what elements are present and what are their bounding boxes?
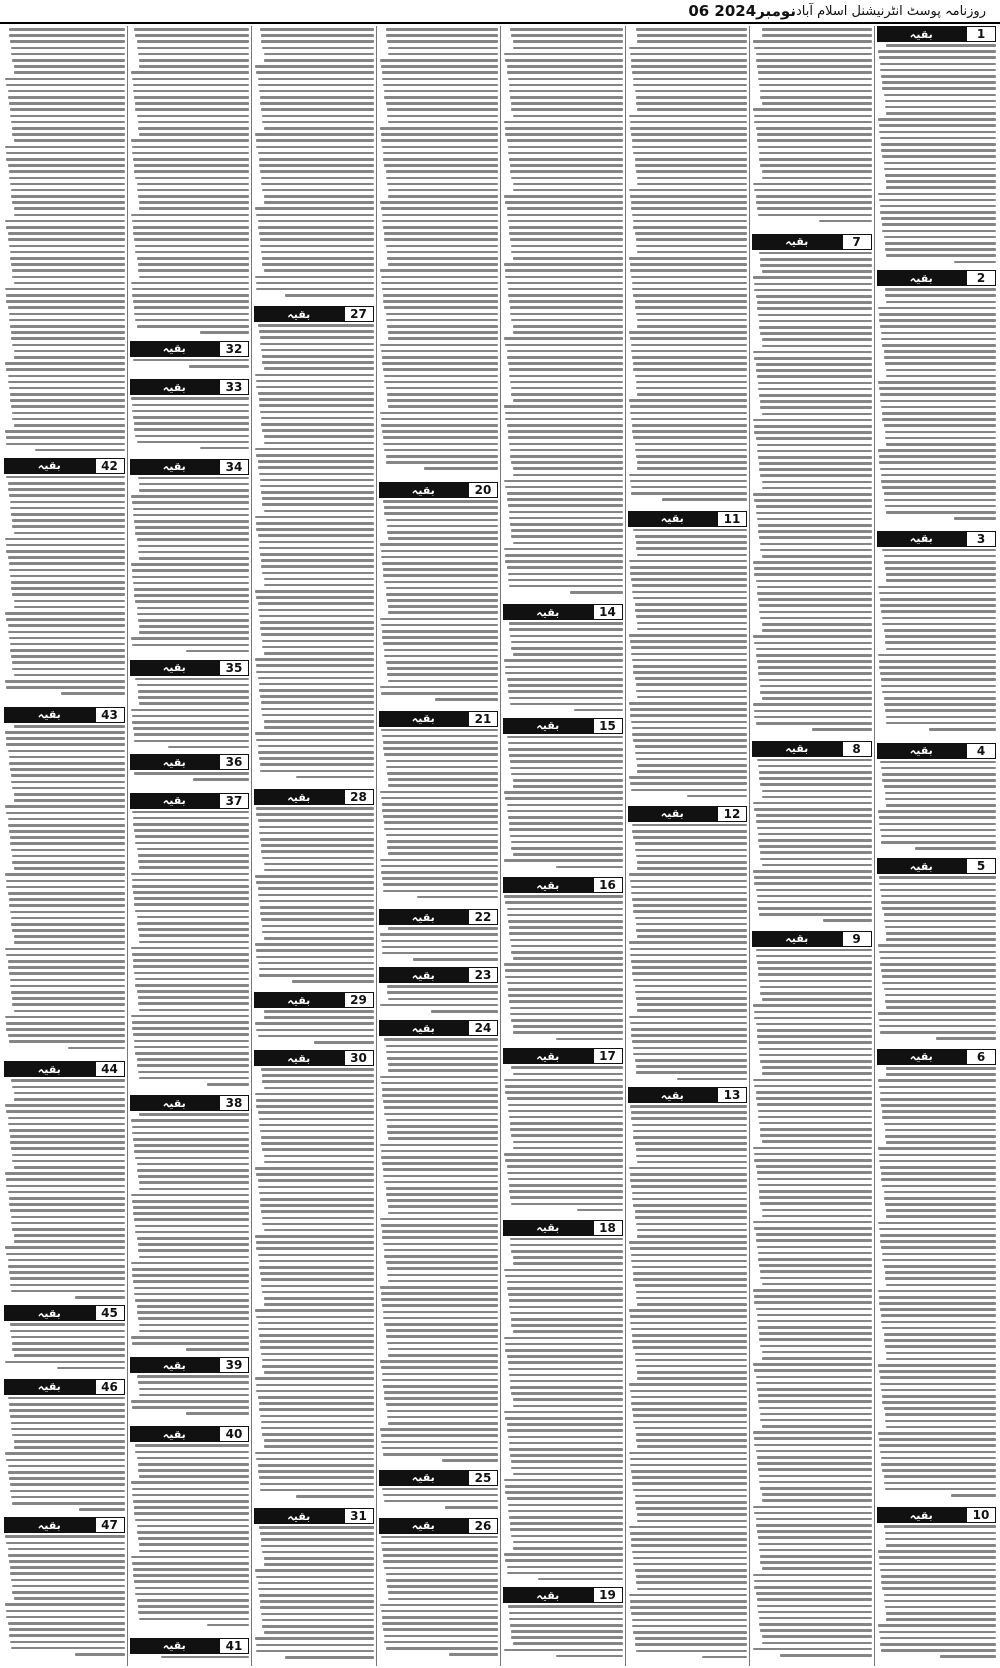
- continuation-heading: [503, 877, 623, 893]
- urdu-text-lines: [379, 1488, 499, 1516]
- urdu-text-lines: [130, 1656, 250, 1664]
- urdu-text-lines: [503, 1066, 623, 1217]
- urdu-text-lines: [752, 949, 872, 1664]
- continuation-label: بقیہ: [130, 660, 220, 676]
- continuation-number: 45: [95, 1305, 125, 1321]
- continuation-heading: [503, 1220, 623, 1236]
- urdu-text-lines: [130, 811, 250, 1094]
- continuation-label: بقیہ: [877, 26, 967, 42]
- continuation-label: بقیہ: [254, 992, 344, 1008]
- continuation-heading: [752, 234, 872, 250]
- continuation-label: بقیہ: [254, 1050, 344, 1066]
- continuation-number: 41: [219, 1638, 249, 1654]
- continuation-label: بقیہ: [752, 234, 842, 250]
- news-column: [500, 26, 625, 1666]
- continuation-label: بقیہ: [4, 1305, 95, 1321]
- continuation-label: بقیہ: [379, 1518, 469, 1534]
- continuation-number: 24: [468, 1020, 498, 1036]
- urdu-text-lines: [130, 1375, 250, 1424]
- continuation-block: [503, 877, 623, 1046]
- continuation-label: بقیہ: [130, 459, 220, 475]
- continuation-label: بقیہ: [130, 379, 220, 395]
- urdu-text-lines: [4, 1535, 125, 1664]
- continuation-number: 5: [966, 858, 996, 874]
- urdu-text-lines: [503, 895, 623, 1046]
- urdu-text-lines: [503, 736, 623, 876]
- continuation-label: بقیہ: [752, 931, 842, 947]
- continuation-label: بقیہ: [379, 482, 469, 498]
- urdu-text-lines: [628, 1105, 748, 1664]
- lead-text-block: [4, 26, 125, 456]
- urdu-text-lines: [752, 759, 872, 929]
- continuation-number: 7: [842, 234, 872, 250]
- news-column: [2, 26, 127, 1666]
- continuation-label: بقیہ: [4, 1517, 95, 1533]
- continuation-heading: [4, 458, 125, 474]
- continuation-label: بقیہ: [877, 743, 967, 759]
- continuation-heading: [130, 379, 250, 395]
- continuation-label: بقیہ: [130, 1426, 220, 1442]
- continuation-block: [503, 1220, 623, 1586]
- continuation-heading: [4, 1517, 125, 1533]
- continuation-label: بقیہ: [130, 793, 220, 809]
- continuation-number: 3: [966, 531, 996, 547]
- continuation-number: 29: [344, 992, 374, 1008]
- continuation-heading: [877, 531, 997, 547]
- continuation-heading: [4, 1061, 125, 1077]
- urdu-text-lines: [628, 28, 748, 509]
- continuation-number: 40: [219, 1426, 249, 1442]
- urdu-text-lines: [503, 28, 623, 602]
- continuation-block: [379, 1470, 499, 1516]
- urdu-text-lines: [877, 876, 997, 1047]
- continuation-number: 46: [95, 1379, 125, 1395]
- continuation-label: بقیہ: [379, 909, 469, 925]
- continuation-number: 1: [966, 26, 996, 42]
- urdu-text-lines: [4, 725, 125, 1060]
- continuation-block: [877, 531, 997, 741]
- continuation-number: 30: [344, 1050, 374, 1066]
- continuation-label: بقیہ: [130, 1357, 220, 1373]
- continuation-block: [4, 1517, 125, 1664]
- continuation-heading: [877, 1049, 997, 1065]
- continuation-heading: [379, 1518, 499, 1534]
- continuation-heading: [379, 967, 499, 983]
- continuation-heading: [379, 711, 499, 727]
- continuation-number: 21: [468, 711, 498, 727]
- continuation-block: [379, 967, 499, 1018]
- continuation-block: [503, 718, 623, 876]
- continuation-label: بقیہ: [379, 967, 469, 983]
- continuation-heading: [130, 1426, 250, 1442]
- continuation-heading: [503, 1048, 623, 1064]
- urdu-text-lines: [4, 1079, 125, 1303]
- continuation-heading: [254, 789, 374, 805]
- urdu-text-lines: [130, 397, 250, 456]
- continuation-block: [379, 909, 499, 965]
- continuation-block: [379, 1020, 499, 1467]
- continuation-block: [130, 660, 250, 752]
- continuation-block: [752, 234, 872, 739]
- urdu-text-lines: [254, 28, 374, 304]
- continuation-heading: [877, 270, 997, 286]
- continuation-number: 8: [842, 741, 872, 757]
- urdu-text-lines: [379, 500, 499, 709]
- lead-text-block: [130, 26, 250, 339]
- continuation-block: [877, 858, 997, 1047]
- continuation-label: بقیہ: [4, 1379, 95, 1395]
- continuation-heading: [254, 1508, 374, 1524]
- urdu-text-lines: [752, 28, 872, 232]
- urdu-text-lines: [379, 729, 499, 907]
- urdu-text-lines: [752, 252, 872, 739]
- continuation-number: 9: [842, 931, 872, 947]
- urdu-text-lines: [254, 807, 374, 990]
- continuation-label: بقیہ: [628, 806, 718, 822]
- continuation-heading: [503, 718, 623, 734]
- news-column: [127, 26, 252, 1666]
- urdu-text-lines: [877, 1525, 997, 1664]
- continuation-number: 38: [219, 1095, 249, 1111]
- continuation-block: [877, 1049, 997, 1505]
- continuation-block: [130, 793, 250, 1094]
- continuation-block: [254, 789, 374, 990]
- continuation-block: [254, 306, 374, 787]
- continuation-number: 11: [717, 511, 747, 527]
- continuation-label: بقیہ: [130, 754, 220, 770]
- continuation-number: 23: [468, 967, 498, 983]
- continuation-number: 36: [219, 754, 249, 770]
- continuation-number: 35: [219, 660, 249, 676]
- continuation-number: 42: [95, 458, 125, 474]
- continuation-number: 44: [95, 1061, 125, 1077]
- lead-text-block: [503, 26, 623, 602]
- continuation-heading: [130, 1095, 250, 1111]
- continuation-block: [503, 1048, 623, 1217]
- continuation-number: 28: [344, 789, 374, 805]
- urdu-text-lines: [877, 288, 997, 528]
- news-column: [749, 26, 874, 1666]
- continuation-label: بقیہ: [503, 604, 593, 620]
- continuation-heading: [4, 1379, 125, 1395]
- continuation-block: [254, 1508, 374, 1664]
- continuation-heading: [628, 1087, 748, 1103]
- urdu-text-lines: [4, 476, 125, 705]
- masthead-title: روزنامہ پوسٹ انٹرنیشنل اسلام آباد: [795, 3, 986, 19]
- continuation-number: 32: [219, 341, 249, 357]
- continuation-block: [130, 1426, 250, 1635]
- continuation-block: [877, 270, 997, 528]
- lead-text-block: [379, 26, 499, 480]
- continuation-label: بقیہ: [130, 1638, 220, 1654]
- masthead-date: 06 نومبر2024: [688, 2, 796, 20]
- continuation-label: بقیہ: [4, 707, 95, 723]
- urdu-text-lines: [503, 1238, 623, 1586]
- continuation-number: 15: [593, 718, 623, 734]
- urdu-text-lines: [130, 1444, 250, 1635]
- urdu-text-lines: [877, 44, 997, 268]
- continuation-number: 39: [219, 1357, 249, 1373]
- news-column: [251, 26, 376, 1666]
- continuation-label: بقیہ: [628, 1087, 718, 1103]
- continuation-heading: [379, 482, 499, 498]
- urdu-text-lines: [379, 985, 499, 1018]
- news-column: [376, 26, 501, 1666]
- continuation-block: [4, 1061, 125, 1303]
- urdu-text-lines: [379, 927, 499, 965]
- continuation-label: بقیہ: [877, 531, 967, 547]
- continuation-label: بقیہ: [254, 1508, 344, 1524]
- continuation-heading: [254, 992, 374, 1008]
- continuation-label: بقیہ: [877, 270, 967, 286]
- urdu-text-lines: [379, 1536, 499, 1664]
- continuation-label: بقیہ: [379, 1470, 469, 1486]
- continuation-label: بقیہ: [379, 711, 469, 727]
- continuation-number: 26: [468, 1518, 498, 1534]
- continuation-block: [4, 458, 125, 705]
- continuation-number: 4: [966, 743, 996, 759]
- urdu-text-lines: [254, 1010, 374, 1048]
- continuation-heading: [130, 459, 250, 475]
- urdu-text-lines: [877, 549, 997, 741]
- continuation-label: بقیہ: [752, 741, 842, 757]
- continuation-block: [130, 379, 250, 456]
- urdu-text-lines: [254, 324, 374, 787]
- continuation-heading: [130, 1357, 250, 1373]
- continuation-block: [254, 1050, 374, 1506]
- news-column: [625, 26, 750, 1666]
- continuation-label: بقیہ: [4, 458, 95, 474]
- continuation-block: [628, 1087, 748, 1664]
- continuation-heading: [503, 604, 623, 620]
- continuation-number: 47: [95, 1517, 125, 1533]
- urdu-text-lines: [628, 824, 748, 1085]
- continuation-block: [130, 1638, 250, 1664]
- continuation-label: بقیہ: [503, 877, 593, 893]
- continuation-heading: [503, 1587, 623, 1603]
- urdu-text-lines: [130, 28, 250, 339]
- continuation-heading: [628, 511, 748, 527]
- continuation-block: [130, 1357, 250, 1424]
- continuation-heading: [130, 341, 250, 357]
- urdu-text-lines: [130, 1113, 250, 1355]
- column-grid: [2, 26, 998, 1666]
- urdu-text-lines: [130, 678, 250, 752]
- continuation-block: [628, 511, 748, 804]
- continuation-label: بقیہ: [628, 511, 718, 527]
- continuation-number: 10: [966, 1507, 996, 1523]
- continuation-heading: [254, 1050, 374, 1066]
- continuation-label: بقیہ: [877, 858, 967, 874]
- continuation-block: [503, 604, 623, 715]
- continuation-heading: [4, 1305, 125, 1321]
- news-column: [874, 26, 999, 1666]
- lead-text-block: [254, 26, 374, 304]
- continuation-label: بقیہ: [4, 1061, 95, 1077]
- continuation-number: 6: [966, 1049, 996, 1065]
- continuation-heading: [877, 858, 997, 874]
- continuation-number: 18: [593, 1220, 623, 1236]
- urdu-text-lines: [379, 28, 499, 480]
- continuation-label: بقیہ: [503, 718, 593, 734]
- continuation-heading: [130, 1638, 250, 1654]
- continuation-heading: [628, 806, 748, 822]
- continuation-heading: [130, 660, 250, 676]
- continuation-heading: [254, 306, 374, 322]
- continuation-block: [379, 1518, 499, 1664]
- continuation-block: [877, 743, 997, 857]
- urdu-text-lines: [4, 1323, 125, 1376]
- continuation-block: [877, 1507, 997, 1664]
- continuation-number: 19: [593, 1587, 623, 1603]
- continuation-number: 25: [468, 1470, 498, 1486]
- continuation-label: بقیہ: [503, 1220, 593, 1236]
- continuation-block: [130, 341, 250, 378]
- continuation-number: 22: [468, 909, 498, 925]
- continuation-block: [752, 741, 872, 929]
- continuation-number: 13: [717, 1087, 747, 1103]
- continuation-block: [4, 1305, 125, 1376]
- continuation-block: [4, 1379, 125, 1516]
- continuation-heading: [4, 707, 125, 723]
- lead-text-block: [752, 26, 872, 232]
- urdu-text-lines: [4, 28, 125, 456]
- continuation-block: [379, 482, 499, 709]
- continuation-block: [130, 459, 250, 658]
- urdu-text-lines: [254, 1526, 374, 1664]
- continuation-label: بقیہ: [877, 1507, 967, 1523]
- continuation-label: بقیہ: [503, 1587, 593, 1603]
- continuation-number: 12: [717, 806, 747, 822]
- urdu-text-lines: [503, 1605, 623, 1664]
- continuation-heading: [752, 931, 872, 947]
- continuation-label: بقیہ: [254, 306, 344, 322]
- continuation-block: [130, 1095, 250, 1355]
- continuation-heading: [379, 1020, 499, 1036]
- urdu-text-lines: [503, 622, 623, 715]
- continuation-heading: [130, 793, 250, 809]
- continuation-heading: [379, 909, 499, 925]
- continuation-label: بقیہ: [254, 789, 344, 805]
- continuation-number: 34: [219, 459, 249, 475]
- continuation-number: 14: [593, 604, 623, 620]
- continuation-number: 2: [966, 270, 996, 286]
- continuation-number: 37: [219, 793, 249, 809]
- continuation-block: [752, 931, 872, 1664]
- continuation-number: 20: [468, 482, 498, 498]
- continuation-block: [4, 707, 125, 1060]
- continuation-heading: [877, 26, 997, 42]
- masthead: [0, 0, 1000, 24]
- continuation-number: 43: [95, 707, 125, 723]
- urdu-text-lines: [130, 772, 250, 791]
- urdu-text-lines: [130, 477, 250, 658]
- continuation-label: بقیہ: [130, 341, 220, 357]
- continuation-heading: [877, 1507, 997, 1523]
- continuation-block: [254, 992, 374, 1048]
- continuation-number: 31: [344, 1508, 374, 1524]
- continuation-label: بقیہ: [379, 1020, 469, 1036]
- continuation-number: 16: [593, 877, 623, 893]
- continuation-label: بقیہ: [877, 1049, 967, 1065]
- continuation-heading: [877, 743, 997, 759]
- continuation-heading: [752, 741, 872, 757]
- continuation-number: 33: [219, 379, 249, 395]
- continuation-number: 17: [593, 1048, 623, 1064]
- urdu-text-lines: [254, 1068, 374, 1506]
- urdu-text-lines: [379, 1038, 499, 1467]
- continuation-block: [877, 26, 997, 268]
- continuation-heading: [379, 1470, 499, 1486]
- urdu-text-lines: [877, 1067, 997, 1505]
- continuation-label: بقیہ: [503, 1048, 593, 1064]
- continuation-block: [130, 754, 250, 791]
- continuation-label: بقیہ: [130, 1095, 220, 1111]
- continuation-heading: [130, 754, 250, 770]
- urdu-text-lines: [877, 761, 997, 857]
- urdu-text-lines: [628, 529, 748, 804]
- continuation-block: [379, 711, 499, 907]
- continuation-block: [503, 1587, 623, 1664]
- continuation-number: 27: [344, 306, 374, 322]
- urdu-text-lines: [4, 1397, 125, 1516]
- urdu-text-lines: [130, 359, 250, 378]
- lead-text-block: [628, 26, 748, 509]
- continuation-block: [628, 806, 748, 1085]
